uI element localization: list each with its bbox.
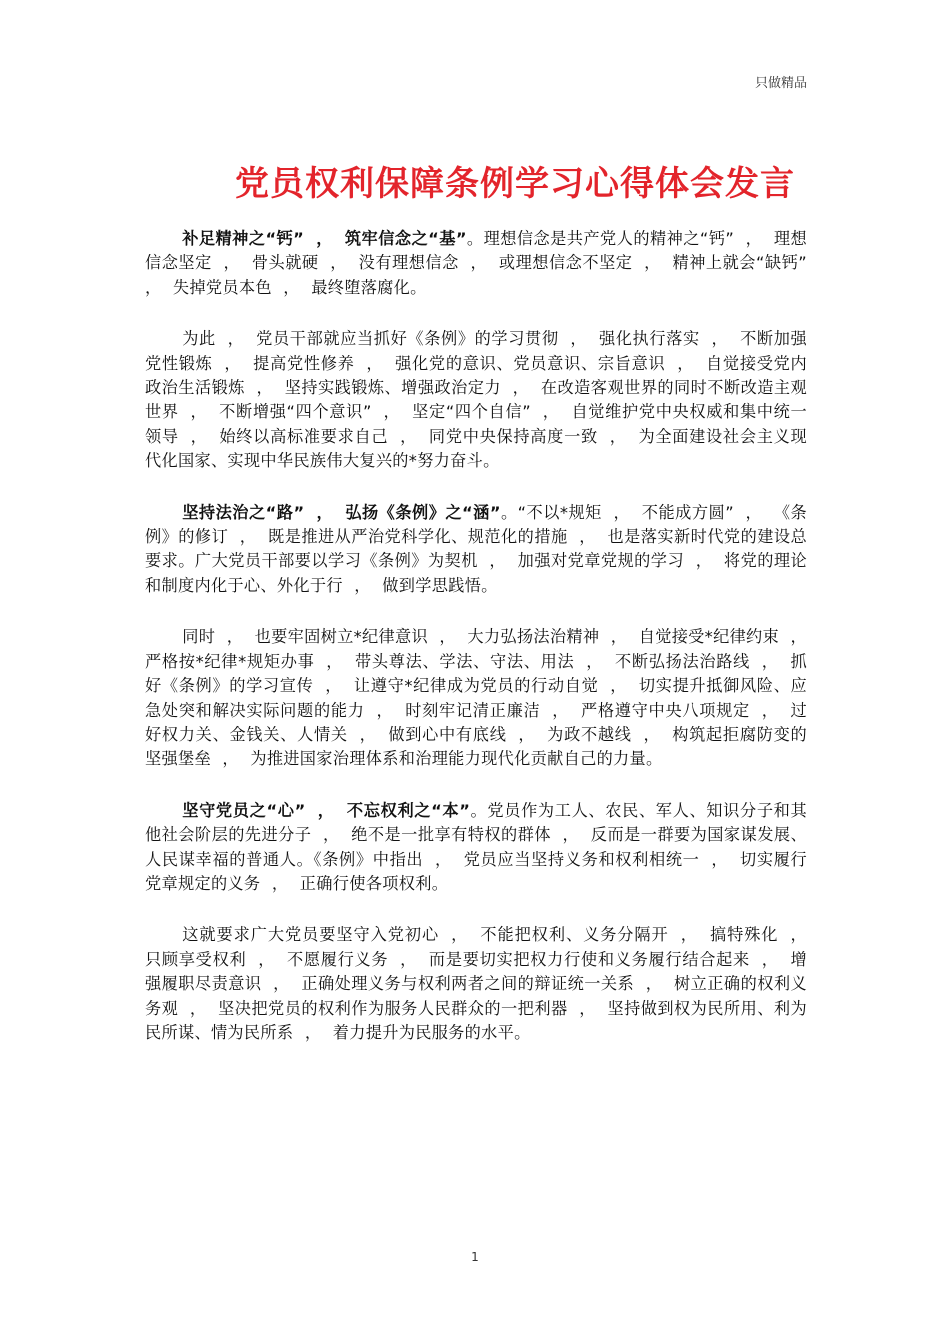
paragraph-text: 。“不以*规矩 ， 不能成方圆” ， 《条例》的修订 ， 既是推进从严治党科学化、规范化的措施 ， 也是落实新时代党的建设总要求。广大党员干部要以学习《条例》为契机 ， 加强对党章党规的学习 ， 将党的理论和制度内化于心、外化于行 ， 做到学思践悟。 [145,502,807,595]
paragraph-lead: 坚守党员之“心” ， 不忘权利之“本” [182,800,471,820]
paragraph-text: 同时 ， 也要牢固树立*纪律意识 ， 大力弘扬法治精神 ， 自觉接受*纪律约束 ， 严格按*纪律*规矩办事 ， 带头尊法、学法、守法、用法 ， 不断弘扬法治路线 ， 抓好《条例》的学习宣传 ， 让遵守*纪律成为党员的行动自觉 ， 切实提升抵御风险、应急处突和解决实际问题的能力 ， 时刻牢记清正廉洁 ， 严格遵守中央八项规定 ， 过好权力关、金钱关、人情关 ， 做到心中有底线 ， 为政不越线 ， 构筑起拒腐防变的坚强堡垒 ， 为推进国家治理体系和治理能力现代化贡献自己的力量。 [145,627,807,769]
paragraph [145,799,807,897]
paragraph-text: 。党员作为工人、农民、军人、知识分子和其他社会阶层的先进分子 ， 绝不是一批享有特权的群体 ， 反而是一群要为国家谋发展、人民谋幸福的普通人。《条例》中指出 ， 党员应当坚持义务和权利相统一 ， 切实履行党章规定的义务 ， 正确行使各项权利。 [145,800,807,893]
document-body [145,227,807,1072]
paragraph-lead: 补足精神之“钙” ， 筑牢信念之“基” [182,229,467,248]
paragraph-text: 为此 ， 党员干部就应当抓好《条例》的学习贯彻 ， 强化执行落实 ， 不断加强党性锻炼 ， 提高党性修养 ， 强化党的意识、党员意识、宗旨意识 ， 自觉接受党内政治生活锻炼 ， 坚持实践锻炼、增强政治定力 ， 在改造客观世界的同时不断改造主观世界 ， 不断增强“四个意识” ， 坚定“四个自信” ， 自觉维护党中央权威和集中统一领导 ， 始终以高标准要求自己 ， 同党中央保持高度一致 ， 为全面建设社会主义现代化国家、实现中华民族伟大复兴的*努力奋斗。 [145,329,807,471]
paragraph-text: 这就要求广大党员要坚守入党初心 ， 不能把权利、义务分隔开 ， 搞特殊化 ， 只顾享受权利 ， 不愿履行义务 ， 而是要切实把权力行使和义务履行结合起来 ， 增强履职尽责意识 ， 正确处理义务与权利两者之间的辩证统一关系 ， 树立正确的权利义务观 ， 坚决把党员的权利作为服务人民群众的一把利器 ， 坚持做到权为民所用、利为民所谋、情为民所系 ， 着力提升为民服务的水平。 [145,925,807,1042]
paragraph [145,501,807,599]
paragraph [145,923,807,1045]
paragraph-lead: 坚持法治之“路” ， 弘扬《条例》之“涵” [182,502,501,522]
page-number: 1 [471,1250,479,1264]
paragraph-text: 。理想信念是共产党人的精神之“钙” ， 理想信念坚定 ， 骨头就硬 ， 没有理想信念 ， 或理想信念不坚定 ， 精神上就会“缺钙” ， 失掉党员本色 ， 最终堕落腐化。 [145,229,807,297]
paragraph [145,227,807,300]
paragraph [145,625,807,771]
header-mark: 只做精品 [754,76,807,91]
document-title: 党员权利保障条例学习心得体会发言 [235,164,795,204]
paragraph [145,327,807,473]
